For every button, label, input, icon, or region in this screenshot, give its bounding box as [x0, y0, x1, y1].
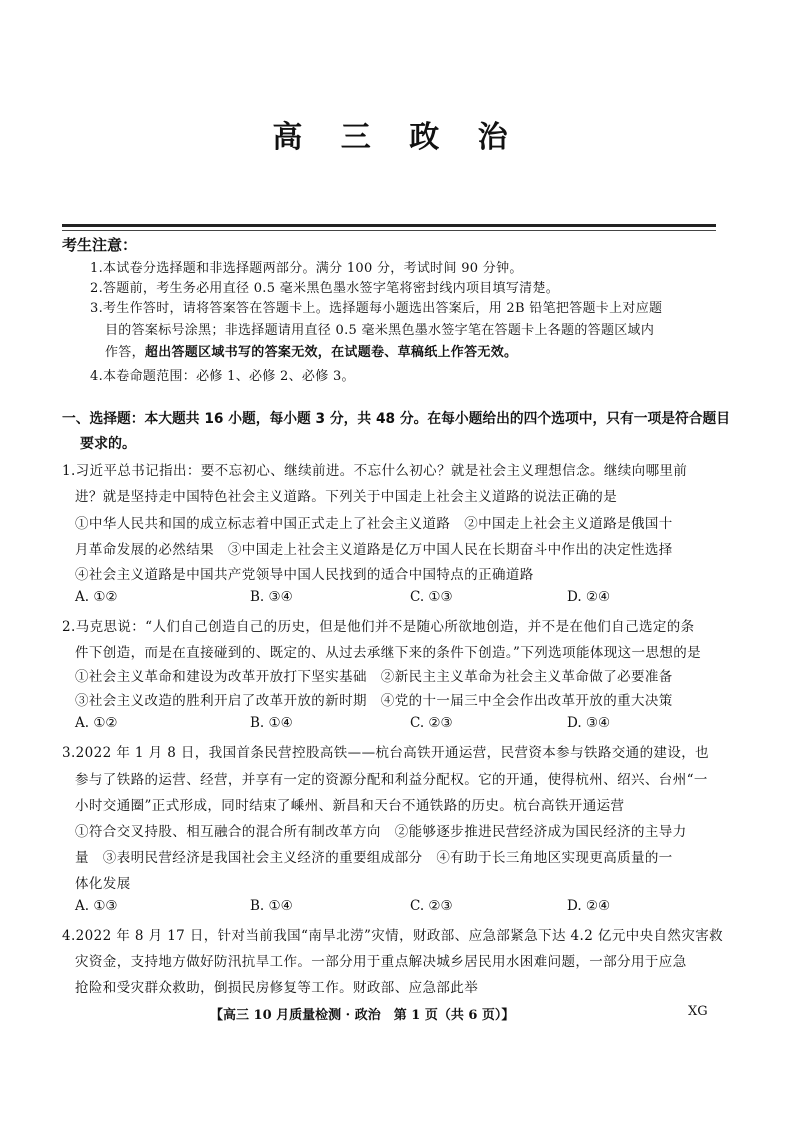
q2-option-a: A. ①②: [75, 715, 118, 731]
header-rule-thin: [62, 230, 716, 231]
q2-line-1: 2.马克思说：“人们自己创造自己的历史，但是他们并不是随心所欲地创造，并不是在他们自己选定的条: [62, 619, 695, 635]
q3-line-4: ①符合交叉持股、相互融合的混合所有制改革方向 ②能够逐步推进民营经济成为国民经济的主导力: [75, 824, 687, 840]
q3-option-c: C. ②③: [410, 898, 453, 914]
notice-item-3-line-2: 目的答案标号涂黑；非选择题请用直径 0.5 毫米黑色墨水签字笔在答题卡上各题的答题区域内: [105, 323, 655, 338]
section-heading-line-2: 要求的。: [80, 436, 136, 452]
q2-option-d: D. ③④: [567, 715, 611, 731]
page-title: 高 三 政 治: [272, 120, 522, 155]
q1-line-5: ④社会主义道路是中国共产党领导中国人民找到的适合中国特点的正确道路: [75, 567, 534, 583]
q1-line-4: 月革命发展的必然结果 ③中国走上社会主义道路是亿万中国人民在长期奋斗中作出的决定性选择: [75, 542, 673, 558]
q3-option-a: A. ①③: [75, 898, 118, 914]
notice-item-4: 4.本卷命题范围：必修 1、必修 2、必修 3。: [90, 369, 355, 384]
q3-line-5: 量 ③表明民营经济是我国社会主义经济的重要组成部分 ④有助于长三角地区实现更高质量的一: [75, 850, 673, 866]
q4-line-2: 灾资金，支持地方做好防汛抗旱工作。一部分用于重点解决城乡居民用水困难问题，一部分用于应急: [75, 954, 687, 970]
q1-line-3: ①中华人民共和国的成立标志着中国正式走上了社会主义道路 ②中国走上社会主义道路是俄国十: [75, 516, 673, 532]
q2-line-3: ①社会主义革命和建设为改革开放打下坚实基础 ②新民主主义革命为社会主义革命做了必要准备: [75, 669, 673, 685]
q1-option-a: A. ①②: [75, 589, 118, 605]
q3-line-6: 体化发展: [75, 876, 131, 892]
q3-line-3: 小时交通圈”正式形成，同时结束了嵊州、新昌和天台不通铁路的历史。杭台高铁开通运营: [75, 798, 625, 814]
header-rule-thick: [62, 224, 716, 227]
q4-line-1: 4.2022 年 8 月 17 日，针对当前我国“南旱北涝”灾情，财政部、应急部紧急下达 4.2 亿元中央自然灾害救: [62, 928, 724, 944]
q1-line-2: 进？就是坚持走中国特色社会主义道路。下列关于中国走上社会主义道路的说法正确的是: [75, 489, 618, 505]
notice-item-3-emphasis: 超出答题区域书写的答案无效，在试题卷、草稿纸上作答无效。: [144, 345, 518, 360]
notice-item-3-line-3-plain: 作答，: [105, 345, 145, 360]
notice-heading: 考生注意：: [62, 236, 138, 254]
q3-line-2: 参与了铁路的运营、经营，并享有一定的资源分配和利益分配权。它的开通，使得杭州、绍兴、台州“一: [75, 772, 708, 788]
notice-item-3-line-1: 3.考生作答时，请将答案答在答题卡上。选择题每小题选出答案后，用 2B 铅笔把答题卡上对应题: [90, 301, 663, 316]
q4-line-3: 抢险和受灾群众救助，倒损民房修复等工作。财政部、应急部此举: [75, 980, 479, 996]
notice-item-3-line-3: [105, 341, 517, 360]
q3-option-d: D. ②④: [567, 898, 611, 914]
q2-option-c: C. ②③: [410, 715, 453, 731]
paper-code: XG: [688, 1004, 708, 1019]
q2-line-2: 件下创造，而是在直接碰到的、既定的、从过去承继下来的条件下创造。”下列选项能体现这一思想的是: [75, 645, 702, 661]
page-footer: 【高三 10 月质量检测 · 政治 第 1 页（共 6 页）】: [210, 1008, 515, 1023]
section-heading-line-1: 一、选择题：本大题共 16 小题，每小题 3 分，共 48 分。在每小题给出的四个选项中，只有一项是符合题目: [62, 411, 730, 427]
notice-item-2: 2.答题前，考生务必用直径 0.5 毫米黑色墨水签字笔将密封线内项目填写清楚。: [90, 281, 560, 296]
q1-line-1: 1.习近平总书记指出：要不忘初心、继续前进。不忘什么初心？就是社会主义理想信念。继续向哪里前: [62, 463, 688, 479]
q2-option-b: B. ①④: [250, 715, 293, 731]
notice-item-1: 1.本试卷分选择题和非选择题两部分。满分 100 分，考试时间 90 分钟。: [90, 261, 523, 276]
q1-option-c: C. ①③: [410, 589, 453, 605]
q2-line-4: ③社会主义改造的胜利开启了改革开放的新时期 ④党的十一届三中全会作出改革开放的重大决策: [75, 693, 673, 709]
q3-line-1: 3.2022 年 1 月 8 日，我国首条民营控股高铁——杭台高铁开通运营，民营资本参与铁路交通的建设，也: [62, 745, 710, 761]
q1-option-d: D. ②④: [567, 589, 611, 605]
q1-option-b: B. ③④: [250, 589, 293, 605]
q3-option-b: B. ①④: [250, 898, 293, 914]
